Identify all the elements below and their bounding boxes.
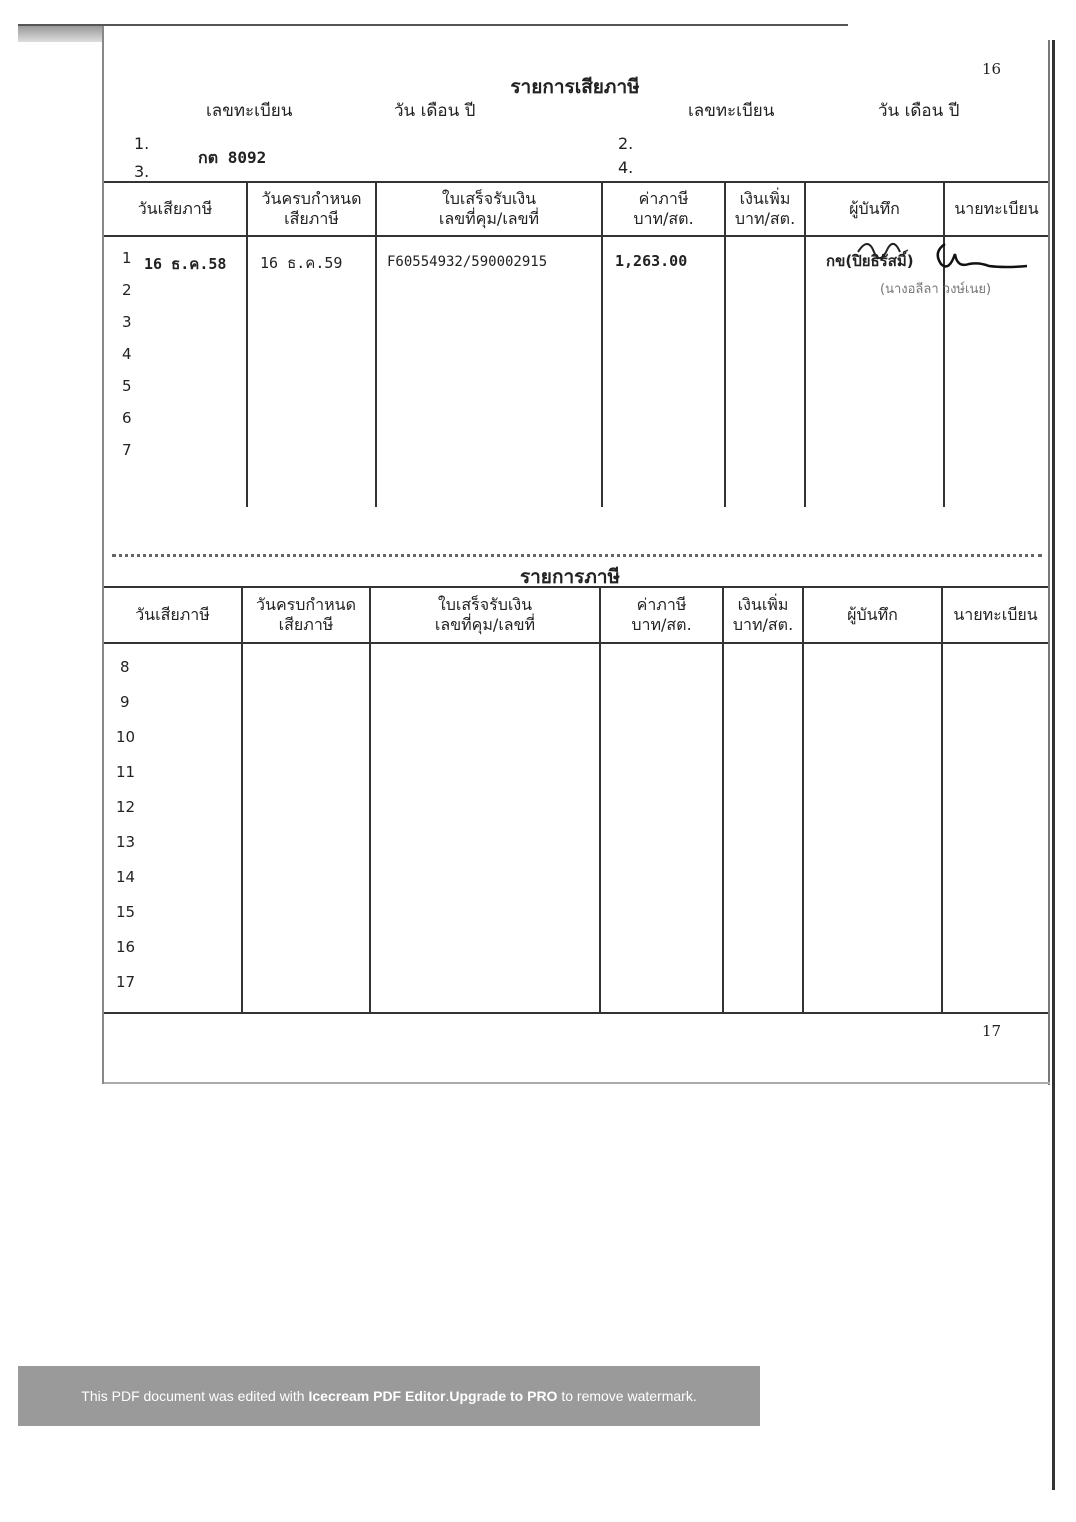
row-number: 2 xyxy=(122,281,132,299)
row-number: 6 xyxy=(122,409,132,427)
watermark-prefix: This PDF document was edited with xyxy=(81,1388,305,1404)
col-due-date xyxy=(247,236,376,507)
header-receipt: ใบเสร็จรับเงิน เลขที่คุม/เลขที่ xyxy=(376,182,602,236)
table-header-row xyxy=(104,182,1048,236)
row-number: 7 xyxy=(122,441,132,459)
label-registration-2: เลขทะเบียน xyxy=(688,101,775,121)
perforation-line xyxy=(112,548,1042,557)
reg-num-1: 1. xyxy=(134,134,150,153)
entry-date-paid: 16 ธ.ค.58 xyxy=(144,255,227,273)
reg-num-3: 3. xyxy=(134,162,150,181)
row-number: 3 xyxy=(122,313,132,331)
watermark-upgrade-link[interactable]: Upgrade to PRO xyxy=(449,1388,558,1404)
editor-watermark-banner xyxy=(18,1366,760,1426)
scan-shadow xyxy=(18,26,104,42)
col-receipt xyxy=(370,643,600,1013)
entry-due-date: 16 ธ.ค.59 xyxy=(260,254,343,272)
col-tax xyxy=(600,643,723,1013)
header-tax: ค่าภาษี บาท/สต. xyxy=(602,182,725,236)
page-number-bottom: 17 xyxy=(982,1022,1002,1040)
col-tax xyxy=(602,236,725,507)
col-due-date xyxy=(242,643,370,1013)
label-registration-1: เลขทะเบียน xyxy=(206,101,293,121)
table-header-row xyxy=(104,587,1048,643)
watermark-brand: Icecream PDF Editor xyxy=(308,1388,446,1404)
tax-payment-table xyxy=(104,181,1048,507)
header-receipt: ใบเสร็จรับเงิน เลขที่คุม/เลขที่ xyxy=(370,587,600,643)
scan-edge-top xyxy=(18,24,848,26)
table-body-row xyxy=(104,643,1048,1013)
row-number: 12 xyxy=(116,798,136,816)
watermark-suffix: to remove watermark. xyxy=(561,1388,697,1404)
col-receipt xyxy=(376,236,602,507)
section-title-tax-payment: รายการเสียภาษี xyxy=(510,76,640,98)
row-number: 8 xyxy=(120,658,130,676)
header-surcharge: เงินเพิ่ม บาท/สต. xyxy=(725,182,805,236)
header-date-paid: วันเสียภาษี xyxy=(104,182,247,236)
row-number: 10 xyxy=(116,728,136,746)
header-recorder: ผู้บันทึก xyxy=(805,182,944,236)
header-registrar: นายทะเบียน xyxy=(942,587,1048,643)
reg-plate-1: กต 8092 xyxy=(198,148,267,167)
row-number: 15 xyxy=(116,903,136,921)
label-date-2: วัน เดือน ปี xyxy=(878,101,960,121)
row-number: 16 xyxy=(116,938,136,956)
scan-edge-right-dark xyxy=(1052,40,1055,1490)
col-surcharge xyxy=(725,236,805,507)
entry-tax: 1,263.00 xyxy=(615,252,688,270)
header-recorder: ผู้บันทึก xyxy=(803,587,942,643)
header-surcharge: เงินเพิ่ม บาท/สต. xyxy=(723,587,803,643)
header-due-date: วันครบกำหนด เสียภาษี xyxy=(242,587,370,643)
scan-edge-right xyxy=(1048,40,1050,1085)
section-title-tax-list: รายการภาษี xyxy=(519,566,621,588)
row-number: 14 xyxy=(116,868,136,886)
tax-list-table xyxy=(104,586,1048,1014)
scan-edge-bottom xyxy=(104,1082,1050,1084)
reg-num-2: 2. xyxy=(618,134,634,153)
row-number: 9 xyxy=(120,693,130,711)
row-number: 4 xyxy=(122,345,132,363)
col-surcharge xyxy=(723,643,803,1013)
row-number: 5 xyxy=(122,377,132,395)
header-date-paid: วันเสียภาษี xyxy=(104,587,242,643)
col-recorder xyxy=(803,643,942,1013)
col-date-paid xyxy=(104,236,247,507)
page-number-top: 16 xyxy=(982,60,1002,78)
row-number: 13 xyxy=(116,833,136,851)
header-tax: ค่าภาษี บาท/สต. xyxy=(600,587,723,643)
header-registrar: นายทะเบียน xyxy=(944,182,1048,236)
row-number: 17 xyxy=(116,973,136,991)
registrar-name-note: (นางอลีลา วงษ์เนย) xyxy=(880,282,992,297)
row-number: 11 xyxy=(116,763,136,781)
watermark-middle: . xyxy=(445,1388,450,1404)
row-number: 1 xyxy=(122,249,132,267)
entry-receipt: F60554932/590002915 xyxy=(387,254,548,270)
entry-recorder: กข(ปิยธิรัสมิ์) xyxy=(826,252,914,270)
header-due-date: วันครบกำหนด เสียภาษี xyxy=(247,182,376,236)
reg-num-4: 4. xyxy=(618,158,634,177)
col-registrar xyxy=(942,643,1048,1013)
col-date-paid xyxy=(104,643,242,1013)
label-date-1: วัน เดือน ปี xyxy=(394,101,476,121)
